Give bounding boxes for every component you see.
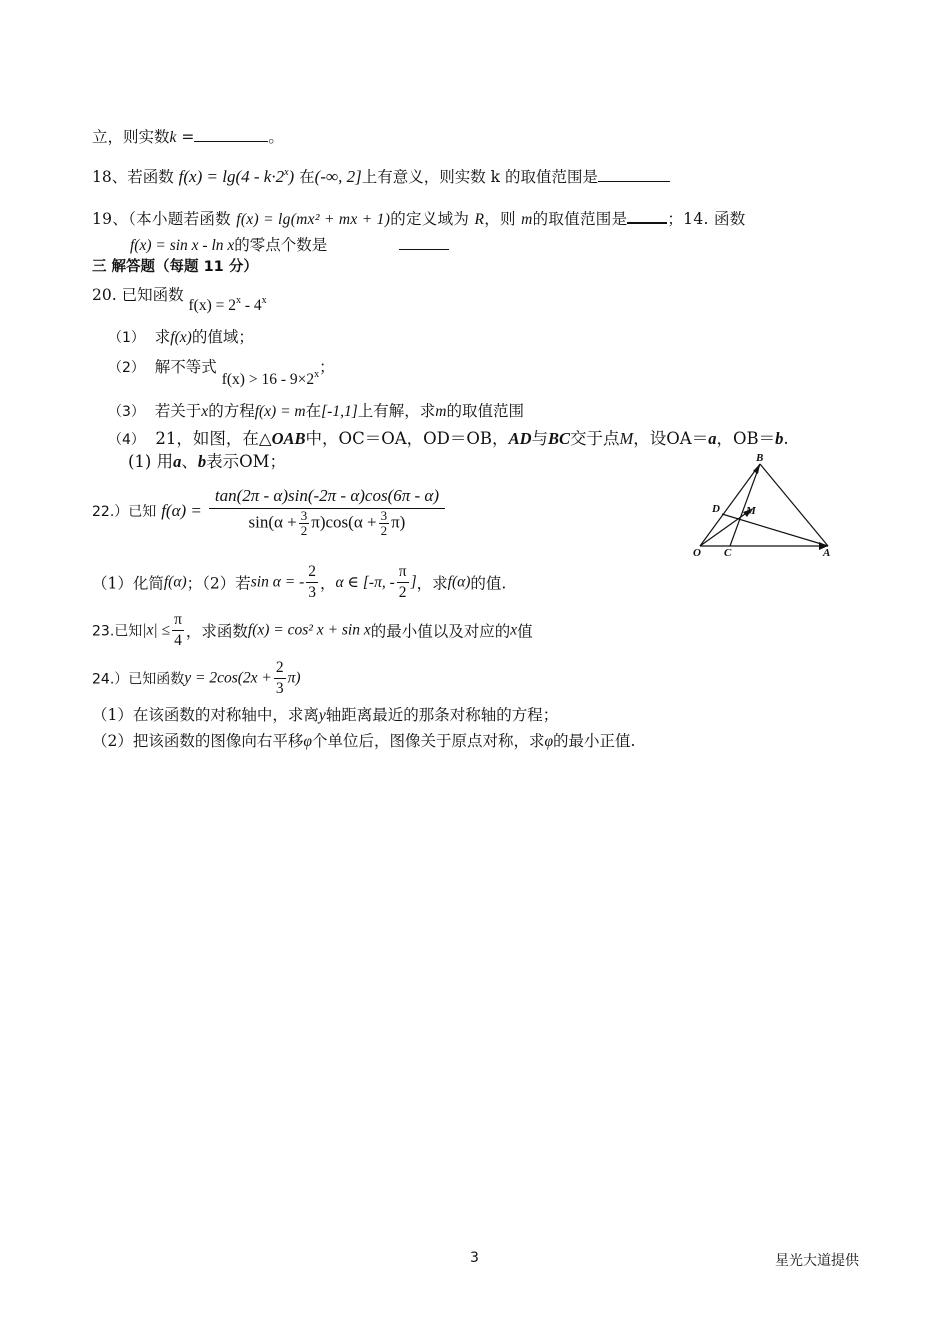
label-c: C <box>724 547 732 559</box>
formula-f18: f(x) = lg(4 - k·2 <box>178 167 285 186</box>
blank-answer <box>194 127 268 142</box>
question-24-2: （2）把该函数的图像向右平移φ个单位后，图像关于原点对称，求φ的最小正值. <box>92 732 636 750</box>
formula-zero: f(x) = sin x - ln x <box>130 237 235 254</box>
question-20-3: （3） 若关于x的方程f(x) = m在[-1,1]上有解，求m的取值范围 <box>108 402 524 420</box>
formula-f19: f(x) = lg(mx² + mx + 1) <box>236 211 391 228</box>
question-20-2: （2） 解不等式 $f(x) > 16 - 9\times 2^x$； <box>108 358 335 388</box>
label-o: O <box>693 547 701 559</box>
formula-f20: $f(x) = 2^x - 4^x$ <box>188 295 267 314</box>
question-20-1: （1） 求f(x)的值域； <box>108 328 254 346</box>
question-21-1: (1) 用a、b表示OM； <box>128 452 287 471</box>
label-b: B <box>756 454 764 464</box>
blank-answer-zero <box>399 235 449 250</box>
label-d: D <box>712 503 720 515</box>
question-20: 20. 已知函数 $f(x) = 2^x - 4^x$ <box>92 286 267 314</box>
formula-f23: f(x) = cos² x + sin x <box>247 621 371 639</box>
question-19: 19、（本小题若函数 f(x) = lg(mx² + mx + 1)的定义域为 R，则 m的取值范围是 ；14. 函数 <box>92 210 746 228</box>
formula-eq: f(x) = m <box>254 403 306 420</box>
var-k: k <box>169 129 177 146</box>
question-22: 22.）已知 f(α) = tan(2π - α)sin(-2π - α)cos(6π - α) sin(α + $\frac{3}{2}$ π)cos(α + $\frac{3}{2}$ π) <box>92 484 447 538</box>
label-m: M <box>746 505 756 517</box>
question-24-1: （1）在该函数的对称轴中，求离y轴距离最近的那条对称轴的方程； <box>92 706 559 724</box>
formula-ineq: f(x) > 16 - 9×2 <box>221 371 315 388</box>
segment-ba <box>760 464 828 546</box>
blank-answer-18 <box>598 167 670 182</box>
interval-18: (-∞, 2] <box>314 167 362 186</box>
question-22-parts: （1）化简f(α)；（2）若sin α = - $\frac{2}{3}$ ，α ∈ [-π, - $\frac{\pi}{2}$ ]，求f(α)的值. <box>92 563 507 601</box>
page-number: 3 <box>470 1250 479 1266</box>
formula-y24: y = 2cos(2x + <box>184 669 272 687</box>
triangle-figure <box>690 454 835 562</box>
footer-credit: 星光大道提供 <box>775 1253 859 1269</box>
line-top: 立，则实数k = 。 <box>92 128 284 146</box>
question-23: 23.已知|x| ≤ $\frac{\pi}{4}$ ，求函数f(x) = cos² x + sin x的最小值以及对应的x值 <box>92 611 533 649</box>
question-21: （4） 21，如图，在△OAB中，OC＝OA，OD＝OB，AD与BC交于点M，设OA＝a，OB＝b. <box>108 429 789 448</box>
question-19-cont: f(x) = sin x - ln x的零点个数是 <box>130 234 449 257</box>
fraction-f22: tan(2π - α)sin(-2π - α)cos(6π - α) sin(α + $\frac{3}{2}$ π)cos(α + $\frac{3}{2}$ π) <box>209 484 445 538</box>
blank-answer-19 <box>627 208 667 224</box>
interval-20-3: [-1,1] <box>321 403 358 420</box>
question-24: 24.）已知函数y = 2cos(2x + $\frac{2}{3}$ π) <box>92 659 301 697</box>
segment-om <box>700 509 752 546</box>
question-18: 18、若函数 $f(x) = \lg(4 - k\cdot 2^x)$ 在(-∞, 2]上有意义，则实数 k 的取值范围是 <box>92 162 670 188</box>
label-a: A <box>823 547 831 559</box>
section-title: 三 解答题（每题 11 分） <box>92 259 258 275</box>
